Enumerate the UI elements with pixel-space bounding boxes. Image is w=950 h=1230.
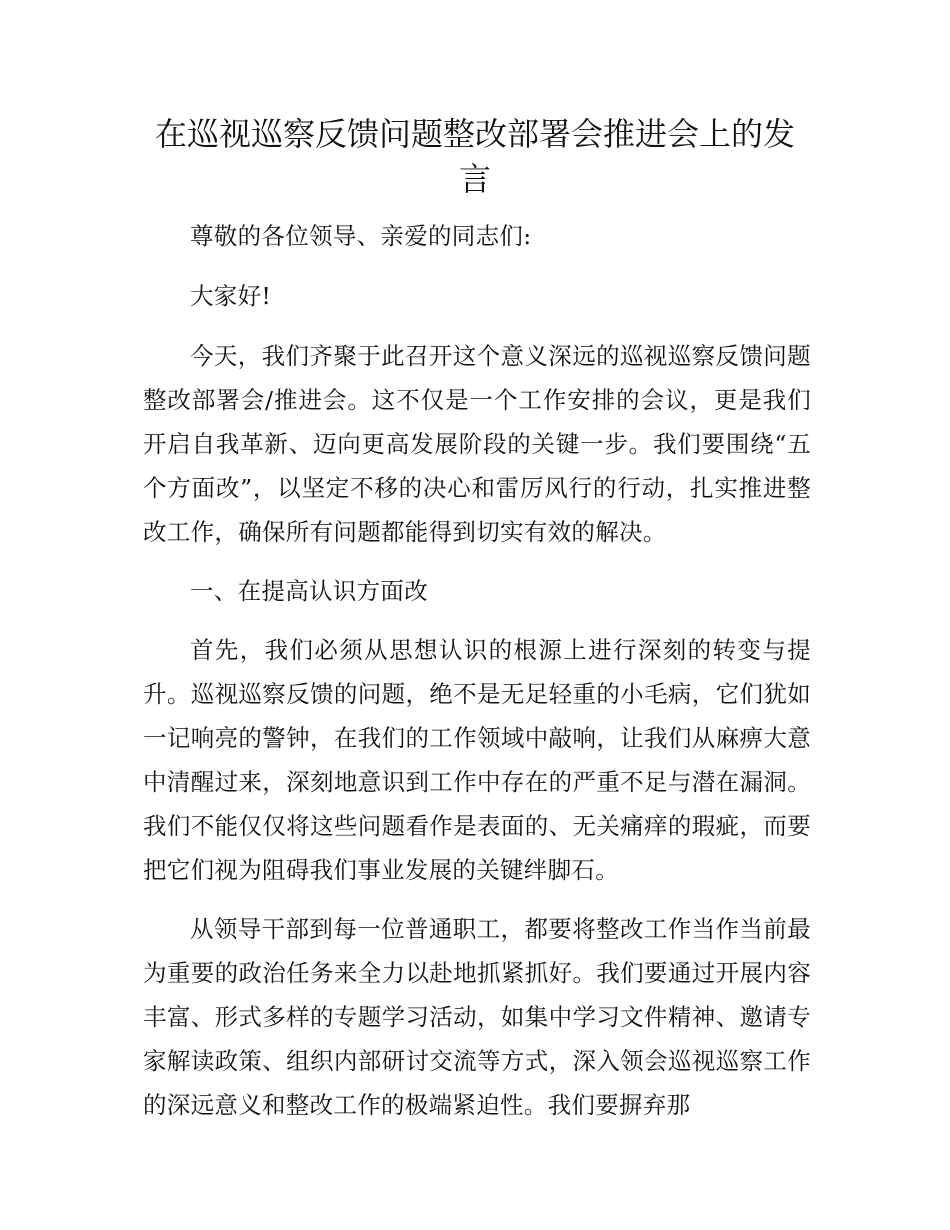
- document-title: 在巡视巡察反馈问题整改部署会推进会上的发言: [154, 115, 795, 198]
- greeting-paragraph: 大家好!: [190, 282, 272, 310]
- body-paragraph-1: 首先，我们必须从思想认识的根源上进行深刻的转变与提升。巡视巡察反馈的问题，绝不是无足轻重的小毛病，它们犹如一记响亮的警钟，在我们的工作领域中敲响，让我们从麻痹大意中清醒过来，深刻地意识到工作中存在的严重不足与潜在漏洞。我们不能仅仅将这些问题看作是表面的、无关痛痒的瑕疵，而要把它们视为阻碍我们事业发展的关键绊脚石。: [143, 636, 811, 884]
- document-body: [143, 214, 811, 1127]
- section-heading: 一、在提高认识方面改: [190, 577, 428, 605]
- intro-paragraph: 今天，我们齐聚于此召开这个意义深远的巡视巡察反馈问题整改部署会/推进会。这不仅是一个工作安排的会议，更是我们开启自我革新、迈向更高发展阶段的关键一步。我们要围绕“五个方面改”，以坚定不移的决心和雷厉风行的行动，扎实推进整改工作，确保所有问题都能得到切实有效的解决。: [143, 342, 811, 546]
- body-paragraph-2: 从领导干部到每一位普通职工，都要将整改工作当作当前最为重要的政治任务来全力以赴地抓紧抓好。我们要通过开展内容丰富、形式多样的专题学习活动，如集中学习文件精神、邀请专家解读政策、组织内部研讨交流等方式，深入领会巡视巡察工作的深远意义和整改工作的极端紧迫性。我们要摒弃那: [143, 915, 811, 1119]
- salutation-paragraph: 尊敬的各位领导、亲爱的同志们:: [190, 222, 532, 250]
